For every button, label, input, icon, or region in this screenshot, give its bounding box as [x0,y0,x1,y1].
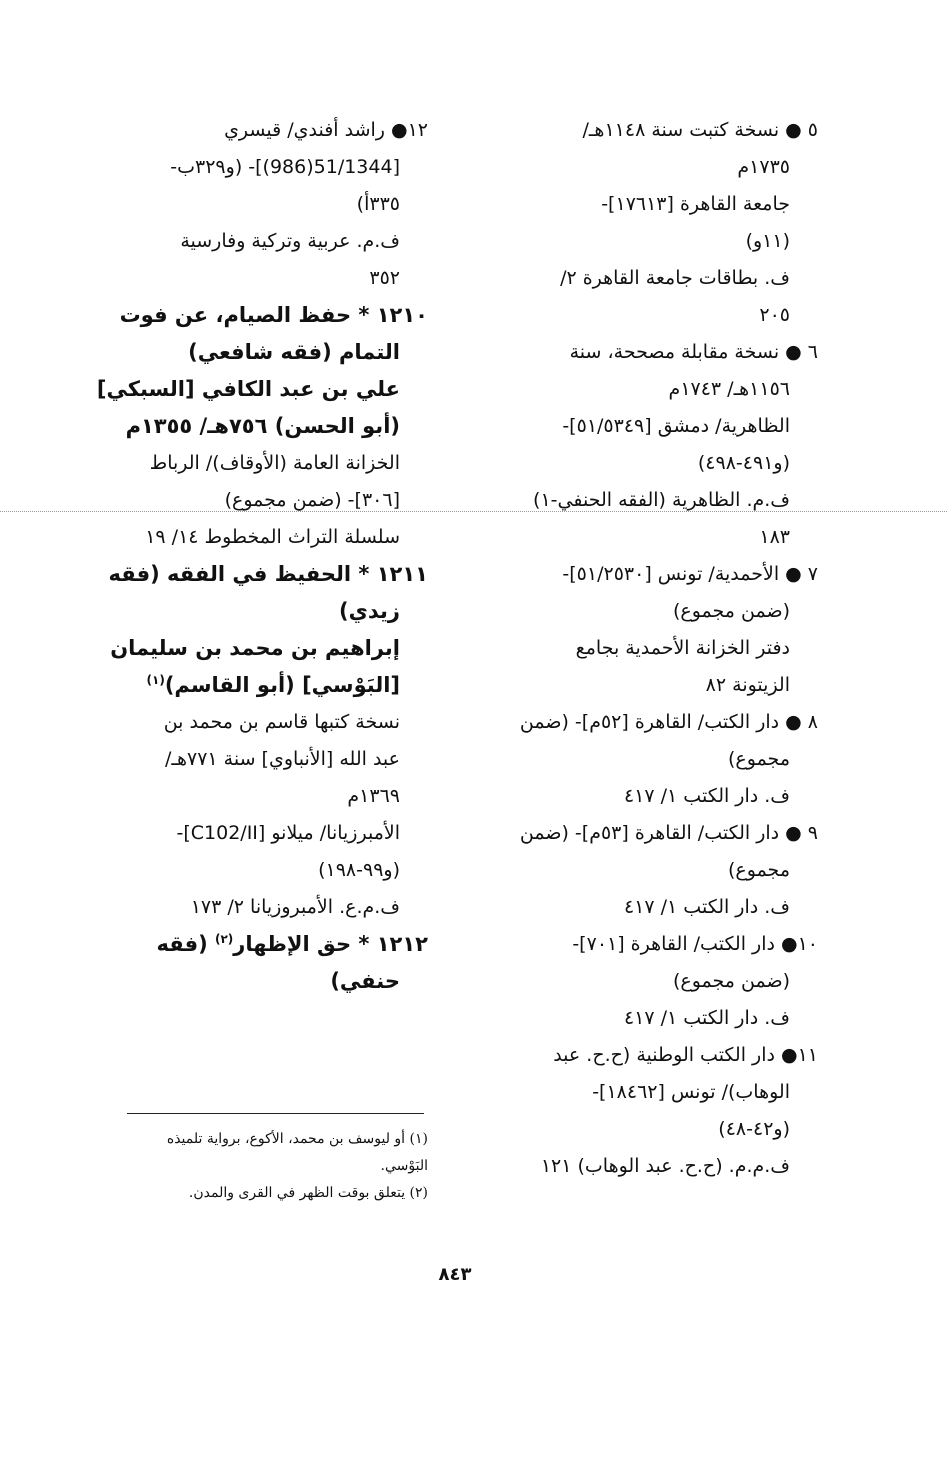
entry-heading: التمام (فقه شافعي) [188,340,400,364]
entry-line: ١٧٣٥م [737,156,790,178]
entry-line: الأمبرزيانا/ ميلانو [C102/II]- [176,822,400,844]
entry-line: ف.م.ع. الأمبروزيانا ٢/ ١٧٣ [190,896,400,918]
entry-line: ف. دار الكتب ١/ ٤١٧ [623,1007,790,1029]
entry-line: ف.م.م. (ح.ح. عبد الوهاب) ١٢١ [540,1155,790,1177]
footnote-1: (١) أو ليوسف بن محمد، الأكوع، برواية تلميذه [166,1131,428,1147]
entry-1210 [96,297,428,556]
entry-8 [478,704,818,815]
entry-line: ١٨٣ [759,526,790,548]
footnotes [110,1126,428,1207]
entry-line: (ضمن مجموع) [672,600,790,622]
entry-heading: حنفي) [330,969,400,993]
entry-line: الوهاب)/ تونس [١٨٤٦٢]- [592,1081,790,1103]
entry-line: مجموع) [728,859,790,881]
entry-line: ١١٥٦هـ/ ١٧٤٣م [668,378,790,400]
entry-heading: ١٢١٠ * حفظ الصيام، عن فوت [119,303,428,327]
entry-line: نسخة كتبها قاسم بن محمد بن [163,711,400,733]
entry-line: ١٢● راشد أفندي/ قيسري [224,119,428,141]
entry-line: جامعة القاهرة [١٧٦١٣]- [601,193,790,215]
entry-line: ٥ ● نسخة كتبت سنة ١١٤٨هـ/ [582,119,818,141]
entry-line: ٦ ● نسخة مقابلة مصححة، سنة [569,341,818,363]
entry-10 [478,926,818,1037]
entry-line: ٨ ● دار الكتب/ القاهرة [٥٢م]- (ضمن [519,711,818,733]
entry-line: (ضمن مجموع) [672,970,790,992]
entry-heading: زيدي) [339,599,400,623]
entry-line: ٢٠٥ [759,304,790,326]
author-name-text: [البَوْسي] (أبو القاسم) [164,673,400,697]
entry-line: ف. دار الكتب ١/ ٤١٧ [623,896,790,918]
entry-7 [478,556,818,704]
entry-line: ف.م. عربية وتركية وفارسية [180,230,400,252]
entry-line: (و٤٩١-٤٩٨) [697,452,790,474]
entry-5 [478,112,818,334]
footnote-ref: (١) [146,673,165,687]
entry-line: ف.م. الظاهرية (الفقه الحنفي-١) [533,489,790,511]
entry-heading: ١٢١١ * الحفيظ في الفقه (فقه [108,562,428,586]
entry-6 [478,334,818,556]
footnote-ref: (٢) [214,932,234,946]
left-column [96,112,428,1000]
entry-9 [478,815,818,926]
entry-line: سلسلة التراث المخطوط ١٤/ ١٩ [145,526,400,548]
entry-1211 [96,556,428,926]
entry-heading-text: ١٢١٢ * حق الإظهار [233,932,428,956]
entry-heading-text: (فقه [156,932,215,956]
entry-line: (١١و) [745,230,790,252]
author-name: إبراهيم بن محمد بن سليمان [110,636,400,660]
entry-1212 [96,926,428,1000]
entry-line: الزيتونة ٨٢ [705,674,790,696]
author-dates: (أبو الحسن) ٧٥٦هـ/ ١٣٥٥م [125,414,400,438]
entry-line: (و٩٩-١٩٨) [318,859,400,881]
right-column [478,112,818,1185]
entry-line: ١٠● دار الكتب/ القاهرة [٧٠١]- [572,933,818,955]
entry-line: [٣٠٦]- (ضمن مجموع) [224,489,400,511]
entry-line: عبد الله [الأنباوي] سنة ٧٧١هـ/ [164,748,400,770]
entry-line: ٣٥٢ [369,267,400,289]
footnote-1-cont: البَوْسي. [380,1158,428,1174]
entry-line: ١١● دار الكتب الوطنية (ح.ح. عبد [553,1044,818,1066]
entry-heading [96,926,428,963]
footnote-2: (٢) يتعلق بوقت الظهر في القرى والمدن. [188,1185,428,1201]
page-number: ٨٤٣ [438,1264,472,1285]
author-name: علي بن عبد الكافي [السبكي] [96,377,400,401]
entry-12 [96,112,428,297]
entry-line: ٧ ● الأحمدية/ تونس [٥١/٢٥٣٠]- [562,563,818,585]
author-name [96,667,428,704]
entry-line: (و٤٢-٤٨) [718,1118,790,1140]
entry-line: الظاهرية/ دمشق [٥١/٥٣٤٩]- [562,415,790,437]
entry-11 [478,1037,818,1185]
entry-line: ١٣٦٩م [347,785,400,807]
footnote-divider [127,1113,424,1114]
entry-line: دفتر الخزانة الأحمدية بجامع [575,637,790,659]
entry-line: [51/1344(986)]- (و٣٢٩ب- [170,156,400,178]
entry-line: ف. بطاقات جامعة القاهرة ٢/ [560,267,790,289]
entry-line: مجموع) [728,748,790,770]
entry-line: الخزانة العامة (الأوقاف)/ الرباط [149,452,400,474]
entry-line: ٣٣٥أ) [356,193,400,215]
entry-line: ف. دار الكتب ١/ ٤١٧ [623,785,790,807]
entry-line: ٩ ● دار الكتب/ القاهرة [٥٣م]- (ضمن [519,822,818,844]
